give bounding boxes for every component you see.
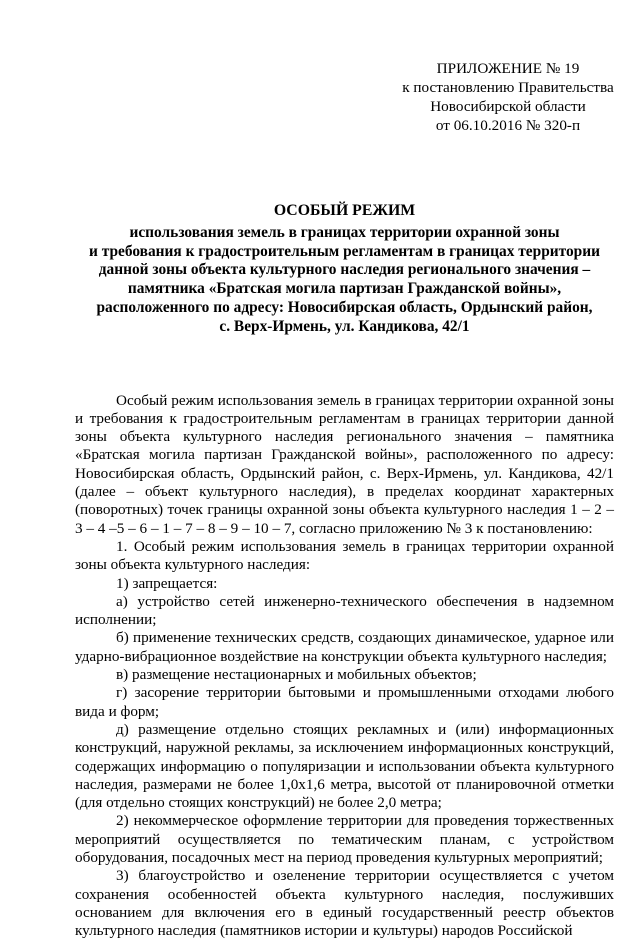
title-heading: ОСОБЫЙ РЕЖИМ bbox=[273, 202, 416, 219]
item-1d: г) засорение территории бытовыми и промышленными отходами любого вида и форм; bbox=[75, 684, 614, 720]
item-1-prohibited: 1) запрещается: bbox=[116, 574, 218, 592]
title-line: использования земель в границах территории охранной зоны bbox=[129, 223, 560, 241]
title-line: данной зоны объекта культурного наследия регионального значения – bbox=[98, 261, 591, 279]
document-body bbox=[75, 392, 614, 940]
appendix-line-3: от 06.10.2016 № 320-п bbox=[435, 117, 581, 134]
title-line: и требования к градостроительным регламентам в границах территории bbox=[89, 242, 600, 260]
item-3: 3) благоустройство и озеленение территории осуществляется с учетом сохранения особенностей объекта культурного наследия, послуживших основанием для включения его в единый государственный реестр объектов культурного наследия (памятников истории и культуры) народов Российской bbox=[75, 867, 614, 940]
item-2: 2) некоммерческое оформление территории для проведения торжественных мероприятий осуществляется по тематическим планам, с устройством оборудования, посадочных мест на период проведения культурных мероприятий; bbox=[75, 812, 614, 866]
item-1e: д) размещение отдельно стоящих рекламных и (или) информационных конструкций, наружной рекламы, за исключением информационных конструкций, содержащих информацию о популяризации и использовании объекта культурного наследия, размерами не более 1,0х1,6 метра, высотой от планировочной отметки (для отдельно стоящих конструкций) не более 2,0 метра; bbox=[75, 720, 614, 812]
title-line: памятника «Братская могила партизан Гражданской войны», bbox=[127, 280, 562, 298]
title-line: расположенного по адресу: Новосибирская область, Ордынский район, bbox=[96, 298, 593, 316]
appendix-number: ПРИЛОЖЕНИЕ № 19 bbox=[436, 60, 580, 77]
section-1-heading: 1. Особый режим использования земель в границах территории охранной зоны объекта культурного наследия: bbox=[75, 537, 614, 574]
item-1b: б) применение технических средств, создающих динамическое, ударное или ударно-вибрационное воздействие на конструкции объекта культурного наследия; bbox=[75, 629, 614, 665]
title-line: с. Верх-Ирмень, ул. Кандикова, 42/1 bbox=[219, 317, 470, 335]
appendix-line-1: к постановлению Правительства bbox=[402, 79, 614, 96]
item-1c: в) размещение нестационарных и мобильных объектов; bbox=[116, 666, 477, 684]
appendix-header bbox=[393, 59, 623, 135]
intro-paragraph: Особый режим использования земель в границах территории охранной зоны и требования к градостроительным регламентам в границах территории данной зоны объекта культурного наследия регионального значения – памятника «Братская могила партизан Гражданской войны», расположенного по адресу: Новосибирская область, Ордынский район, с. Верх-Ирмень, ул. Кандикова, 42/1 (далее – объект культурного наследия), в пределах координат характерных (поворотных) точек границы охранной зоны объекта культурного наследия 1 – 2 – 3 – 4 –5 – 6 – 1 – 7 – 8 – 9 – 10 – 7, согласно приложению № 3 к постановлению: bbox=[75, 391, 614, 537]
item-1a: а) устройство сетей инженерно-технического обеспечения в надземном исполнении; bbox=[75, 592, 614, 629]
appendix-line-2: Новосибирской области bbox=[430, 98, 586, 115]
document-title bbox=[75, 202, 614, 337]
